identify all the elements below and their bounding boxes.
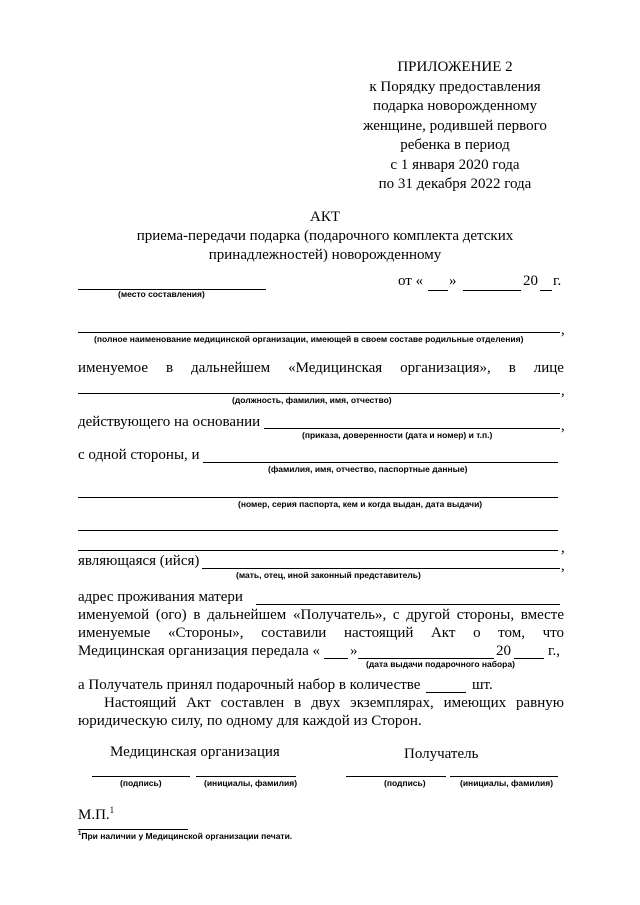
appendix-line: к Порядку предоставления [369, 78, 541, 95]
title-heading: АКТ [310, 209, 340, 225]
date-suffix: г. [553, 273, 562, 289]
date-year: 20 [523, 273, 538, 289]
date-year-line[interactable] [540, 290, 552, 291]
initials-caption: (инициалы, фамилия) [460, 778, 554, 788]
footnote-text: При наличии у Медицинской организации печати. [81, 831, 293, 841]
appendix-line: подарка новорожденному [373, 98, 537, 114]
sign-caption: (подпись) [120, 778, 162, 788]
title-line: принадлежностей) новорожденному [208, 247, 442, 263]
right-sign-title: Получатель [404, 746, 479, 762]
gift-date-close: » [350, 643, 358, 659]
one-side-label: с одной стороны, и [78, 447, 200, 463]
fio-line[interactable] [203, 462, 558, 463]
footnote-mark: 1 [78, 831, 82, 838]
comma: , [561, 558, 565, 574]
left-sign-line[interactable] [92, 776, 190, 777]
address-label: адрес проживания матери [78, 589, 243, 605]
quantity-line[interactable] [426, 692, 466, 693]
passport-line[interactable] [78, 497, 558, 498]
appendix-line: ПРИЛОЖЕНИЕ 2 [397, 59, 513, 75]
gift-date-end: г., [548, 643, 560, 659]
appendix-line: ребенка в период [400, 137, 510, 153]
word: в [508, 360, 516, 376]
footnote-divider [78, 829, 188, 830]
fio-caption: (фамилия, имя, отчество, паспортные данные) [268, 464, 468, 474]
org-caption: (полное наименование медицинской организации, имеющей в своем составе родильные отделения) [94, 334, 524, 344]
word: организация», [400, 360, 491, 376]
being-caption: (мать, отец, иной законный представитель) [236, 570, 421, 580]
para2-line: юридическую силу, по одному для каждой из Сторон. [78, 713, 422, 729]
para2-line: Настоящий Акт составлен в двух экземплярах, имеющих равную [104, 695, 564, 711]
left-initials-line[interactable] [196, 776, 296, 777]
footnote [78, 831, 292, 841]
sign-caption: (подпись) [384, 778, 426, 788]
word: в [165, 360, 174, 376]
extra-line[interactable] [78, 530, 558, 531]
appendix-line: с 1 января 2020 года [390, 156, 520, 173]
place-caption: (место составления) [118, 289, 205, 299]
gift-date-caption: (дата выдачи подарочного набора) [366, 659, 515, 669]
comma: , [561, 383, 565, 399]
initials-caption: (инициалы, фамилия) [204, 778, 298, 788]
transfer-start: Медицинская организация передала « [78, 643, 320, 659]
passport-caption: (номер, серия паспорта, кем и когда выдан, дата выдачи) [238, 499, 483, 509]
gift-year-line[interactable] [514, 658, 544, 659]
appendix-line: по 31 декабря 2022 года [378, 176, 532, 192]
comma: , [561, 322, 565, 338]
gift-day-line[interactable] [324, 658, 348, 659]
date-close: » [449, 273, 457, 289]
being-label: являющаяся (ийся) [78, 553, 200, 569]
acting-caption: (приказа, доверенности (дата и номер) и т.п.) [302, 430, 493, 440]
right-initials-line[interactable] [450, 776, 558, 777]
para1-line: именуемой (ого) в дальнейшем «Получатель», с другой стороны, вместе [78, 607, 564, 623]
date-prefix: от « [398, 273, 424, 289]
stamp-text: М.П. [78, 807, 110, 823]
comma: , [561, 418, 565, 434]
position-caption: (должность, фамилия, имя, отчество) [232, 395, 392, 405]
date-day-line[interactable] [428, 290, 448, 291]
left-sign-title: Медицинская организация [110, 744, 280, 760]
acting-line[interactable] [264, 428, 560, 429]
gift-year: 20 [496, 643, 511, 659]
appendix-block [340, 58, 570, 195]
word: именуемое [78, 360, 148, 376]
stamp-label [78, 805, 114, 824]
address-line[interactable] [256, 604, 560, 605]
title-line: приема-передачи подарка (подарочного комплекта детских [136, 228, 514, 244]
right-sign-line[interactable] [346, 776, 446, 777]
acting-label: действующего на основании [78, 414, 261, 430]
para1-line: именуемые «Стороны», составили настоящий Акт о том, что [78, 625, 564, 641]
word: дальнейшем [190, 360, 271, 376]
word: лице [533, 360, 564, 376]
named-line [78, 360, 564, 377]
received-start: а Получатель принял подарочный набор в количестве [78, 677, 421, 693]
position-line[interactable] [78, 393, 560, 394]
document-title [80, 208, 570, 265]
appendix-line: женщине, родившей первого [363, 117, 547, 134]
received-end: шт. [472, 677, 493, 693]
date-month-line[interactable] [463, 290, 521, 291]
word: «Медицинская [288, 360, 383, 376]
being-line[interactable] [202, 568, 560, 569]
comma: , [561, 540, 565, 556]
org-name-line[interactable] [78, 332, 560, 333]
extra-line[interactable] [78, 550, 558, 551]
stamp-footnote-mark: 1 [109, 805, 115, 815]
